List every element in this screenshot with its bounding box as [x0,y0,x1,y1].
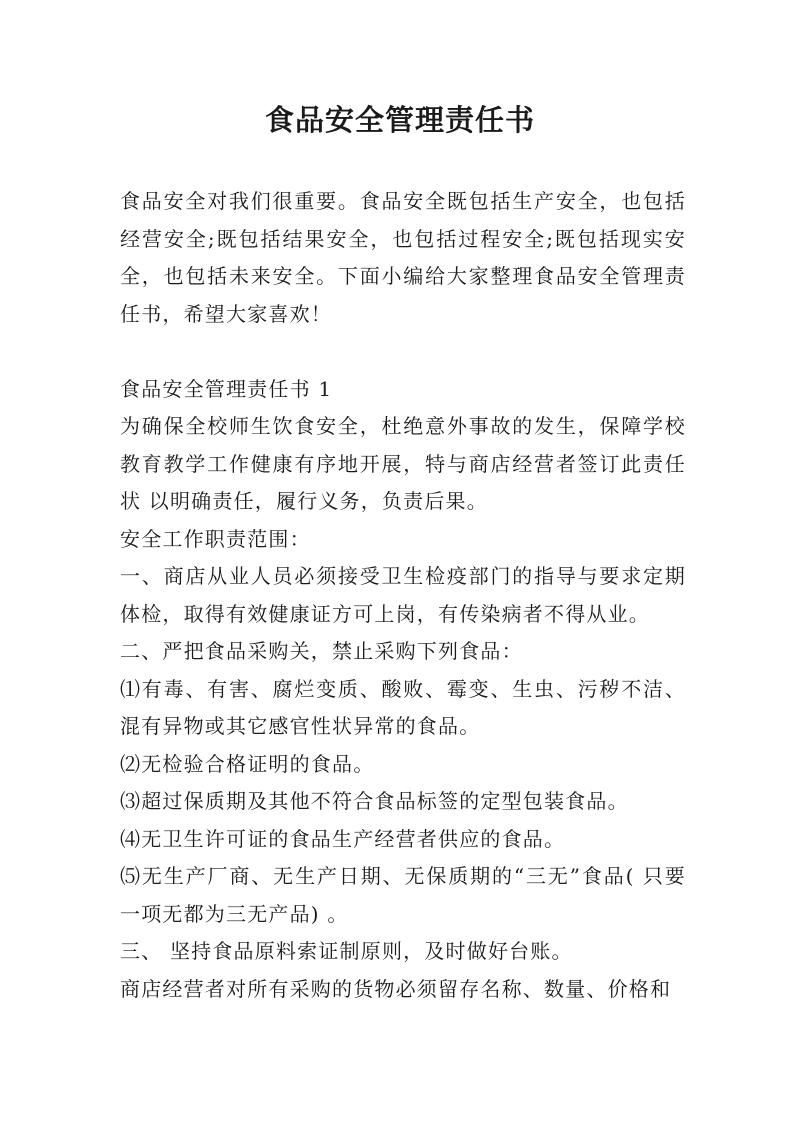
scope-heading: 安全工作职责范围： [120,526,311,551]
clause-3: 三、 坚持食品原料索证制原则，及时做好台账。 [120,939,573,963]
clause-2-item-5: ⑸无生产厂商、无生产日期、无保质期的“三无”食品( 只要一项无都为三无产品) 。 [120,864,686,926]
section-heading: 食品安全管理责任书 1 [120,376,333,401]
clause-2-item-4: ⑷无卫生许可证的食品生产经营者供应的食品。 [120,826,566,851]
document-body [120,183,686,1008]
intro-paragraph: 食品安全对我们很重要。食品安全既包括生产安全，也包括经营安全;既包括结果安全，也包括过程安全;既包括现实安全，也包括未来安全。下面小编给大家整理食品安全管理责任书，希望大家喜欢！ [120,189,686,326]
clause-2-item-2: ⑵无检验合格证明的食品。 [120,751,375,776]
document-title: 食品安全管理责任书 [264,103,535,137]
clause-1: 一、商店从业人员必须接受卫生检疫部门的指导与要求定期体检，取得有效健康证方可上岗，有传染病者不得从业。 [120,564,686,626]
clause-2: 二、严把食品采购关，禁止采购下列食品： [120,639,523,663]
clause-3-detail: 商店经营者对所有采购的货物必须留存名称、数量、价格和 [120,976,672,1001]
clause-2-item-1: ⑴有毒、有害、腐烂变质、酸败、霉变、生虫、污秽不洁、混有异物或其它感官性状异常的食品。 [120,676,686,738]
paragraph-spacer [120,333,686,371]
clause-2-item-3: ⑶超过保质期及其他不符合食品标签的定型包装食品。 [120,789,629,813]
purpose-paragraph: 为确保全校师生饮食安全，杜绝意外事故的发生，保障学校教育教学工作健康有序地开展，特与商店经营者签订此责任状 以明确责任，履行义务，负责后果。 [120,414,686,513]
